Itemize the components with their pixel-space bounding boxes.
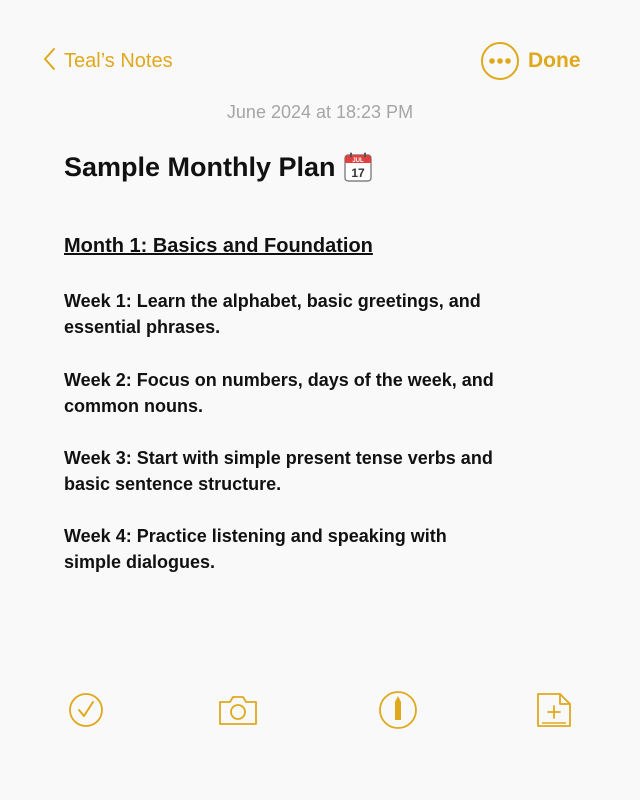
done-button[interactable]: Done xyxy=(528,47,581,75)
note-title-text: Sample Monthly Plan xyxy=(64,152,336,182)
section-heading[interactable]: Month 1: Basics and Foundation xyxy=(64,235,373,257)
week-2-text[interactable]: Week 2: Focus on numbers, days of the week, and common nouns. xyxy=(64,370,494,416)
calendar-month: JUL xyxy=(351,158,364,164)
camera-icon xyxy=(218,690,258,730)
markup-pen-icon xyxy=(378,690,418,730)
checklist-button[interactable] xyxy=(66,690,106,730)
chevron-left-icon xyxy=(42,46,58,77)
week-1-text[interactable]: Week 1: Learn the alphabet, basic greetings, and essential phrases. xyxy=(64,291,481,337)
more-options-button[interactable] xyxy=(480,41,520,81)
compose-button[interactable] xyxy=(534,690,574,730)
ellipsis-circle-icon xyxy=(480,41,520,81)
note-date: June 2024 at 18:23 PM xyxy=(226,102,414,122)
calendar-day: 17 xyxy=(350,166,365,180)
camera-button[interactable] xyxy=(218,690,258,730)
calendar-icon xyxy=(344,152,372,182)
week-3-text[interactable]: Week 3: Start with simple present tense verbs and basic sentence structure. xyxy=(64,448,493,494)
checklist-icon xyxy=(66,690,106,730)
markup-button[interactable] xyxy=(378,690,418,730)
back-button-label: Teal’s Notes xyxy=(64,50,173,72)
week-4-text[interactable]: Week 4: Practice listening and speaking with simple dialogues. xyxy=(64,526,447,572)
compose-icon xyxy=(534,690,574,730)
note-title[interactable] xyxy=(64,150,372,184)
back-button[interactable] xyxy=(42,47,173,75)
